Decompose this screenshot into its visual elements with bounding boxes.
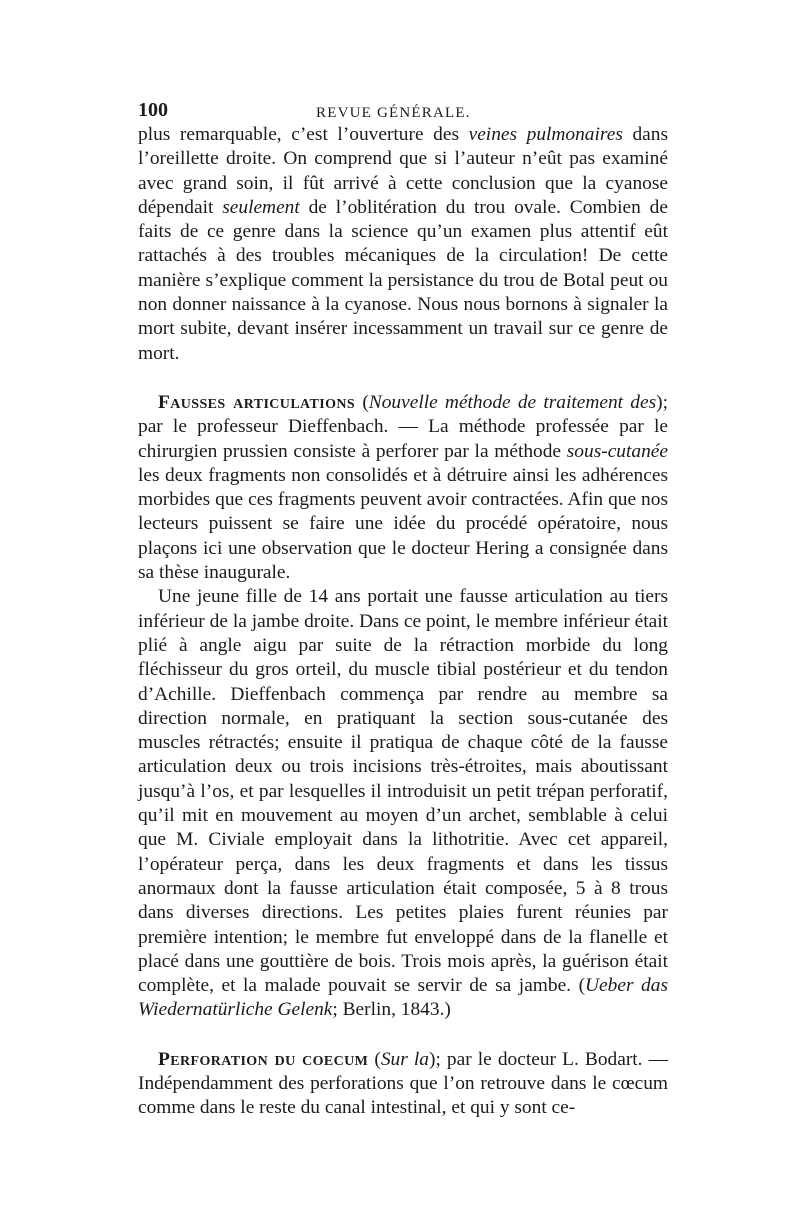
case-observation-paragraph (138, 585, 668, 1022)
italic-citation: Ueber das Wiedernatürliche Gelenk (138, 975, 668, 1021)
continuation-paragraph (138, 123, 668, 366)
text-run: de l’oblitération du trou ovale. Combien de faits de ce genre dans la science qu’un examen plus attentif eût rattachés à des troubles mécaniques de la circulation! De cette manière s’explique comment la persistance du trou de Botal peut ou non donner naissance à la cyanose. Nous nous bornons à signaler la mort subite, devant insérer incessamment un travail sur ce genre de mort. (138, 196, 668, 364)
perforation-coecum-entry (138, 1048, 668, 1121)
text-run: Une jeune fille de 14 ans portait une fausse articulation au tiers inférieur de la jambe droite. Dans ce point, le membre inférieur était plié à angle aigu par suite de la rétraction morbide du long fléchisseur du gros orteil, du muscle tibial postérieur et du tendon d’Achille. Dieffenbach commença par rendre au membre sa direction normale, en pratiquant la section sous-cutanée des muscles rétractés; ensuite il pratiqua de chaque côté de la fausse articulation deux ou trois incisions très-étroites, mais aboutissant jusqu’à l’os, et par lesquelles il introduisit un petit trépan perforatif, qu’il mit en mouvement au moyen d’un archet, semblable à celui que M. Civiale employait dans la lithotritie. Avec cet appareil, l’opérateur perça, dans les deux fragments et dans les tissus anormaux dont la fausse articulation était composée, 5 à 8 trous dans diverses directions. Les petites plaies furent réunies par première intention; le membre fut enveloppé dans de la flanelle et placé dans une gouttière de bois. Trois mois après, la guérison était complète, et la malade pouvait se servir de sa jambe. ( (138, 586, 668, 997)
text-run: dans l’oreillette droite. On comprend que si l’auteur n’eût pas examiné avec grand soin, il fût arrivé à cette conclusion que la cyanose dépendait (138, 124, 669, 218)
text-run: plus remarquable, c’est l’ouverture des (138, 124, 469, 145)
page-number: 100 (138, 99, 168, 121)
italic-term: sous-cutanée (566, 440, 668, 462)
section-spacer (138, 1023, 668, 1048)
italic-term: veines pulmonaires (468, 124, 623, 145)
text-run: ( (368, 1048, 381, 1070)
text-run: ); par le professeur Dieffenbach. — La méthode professée par le chirurgien prussien consiste à perforer par la méthode (138, 391, 668, 462)
entry-title: Fausses articulations (158, 391, 356, 413)
fausses-articulations-entry (138, 391, 668, 585)
italic-term: Sur la (380, 1048, 429, 1070)
document-page (138, 98, 668, 1121)
italic-term: Nouvelle méthode de traitement des (368, 391, 657, 413)
running-header (138, 98, 668, 122)
text-run: ( (355, 391, 369, 413)
section-spacer (138, 366, 668, 391)
italic-term: seulement (222, 196, 300, 218)
text-run: ); par le docteur L. Bodart. — Indépendamment des perforations que l’on retrouve dans le cœcum comme dans le reste du canal intestinal, et qui y sont ce- (138, 1048, 668, 1119)
text-run: les deux fragments non consolidés et à détruire ainsi les adhérences morbides que ces fragments peuvent avoir contractées. Afin que nos lecteurs puissent se faire une idée du procédé opératoire, nous plaçons ici une observation que le docteur Hering a consignée dans sa thèse inaugurale. (138, 464, 668, 584)
running-title: REVUE GÉNÉRALE. (316, 105, 471, 121)
text-run: ; Berlin, 1843.) (332, 999, 451, 1021)
entry-title: Perforation du coecum (158, 1048, 369, 1070)
